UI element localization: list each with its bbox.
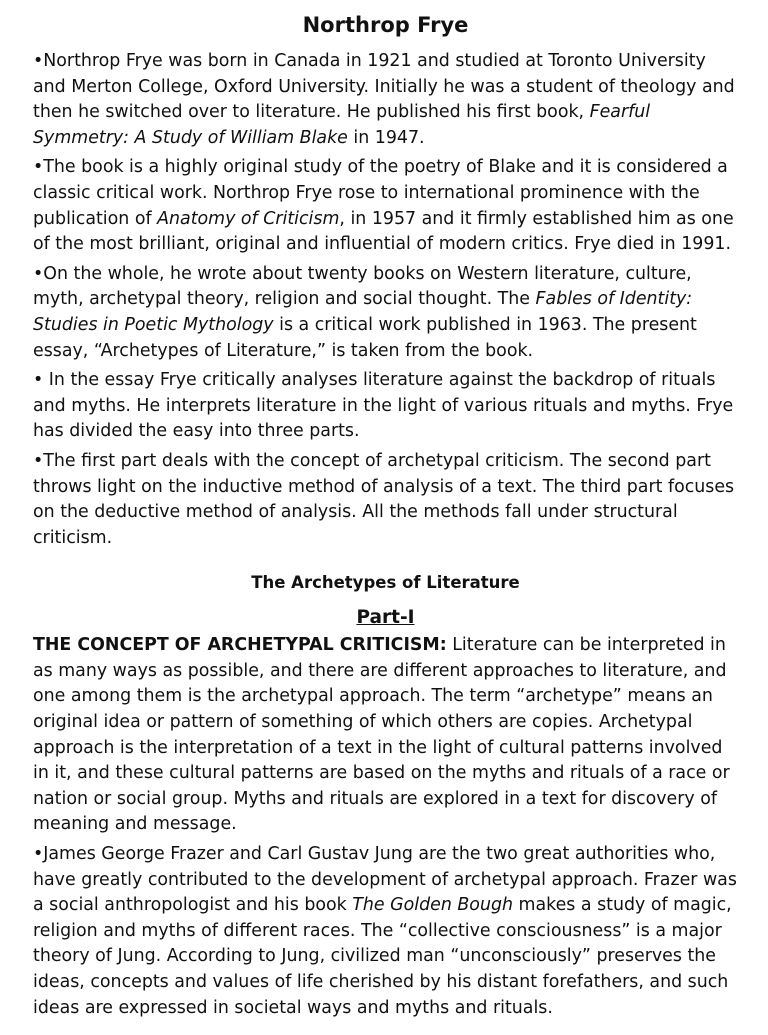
part1-paragraph-1 — [33, 633, 738, 838]
intro-paragraph-4 — [33, 368, 738, 445]
paragraph-text: The first part deals with the concept of archetypal criticism. The second part throws light on the inductive method of analysis of a text. The third part focuses on the deductive method of analysis. All the methods fall under structural criticism. — [33, 450, 735, 548]
intro-paragraph-2 — [33, 155, 738, 257]
bullet: • — [33, 263, 44, 284]
book-title: Fearful Symmetry: A Study of William Blake — [33, 102, 651, 148]
intro-paragraph-5 — [33, 449, 738, 551]
paragraph-text: is a critical work published in 1963. The present essay, “Archetypes of Literature,” is taken from the book. — [33, 314, 697, 361]
paragraph-text: in 1947. — [347, 127, 425, 148]
document-title: Northrop Frye — [302, 13, 469, 37]
bullet: • — [33, 157, 44, 178]
document-page — [0, 11, 768, 1035]
concept-heading: THE CONCEPT OF ARCHETYPAL CRITICISM: — [33, 635, 447, 656]
paragraph-text: In the essay Frye critically analyses literature against the backdrop of rituals and myths. He interprets literature in the light of various rituals and myths. Frye has divided the easy into three parts. — [33, 370, 734, 442]
part1-paragraph-2 — [33, 842, 738, 1021]
book-title: Anatomy of Criticism — [157, 208, 340, 229]
paragraph-text: Northrop Frye was born in Canada in 1921 and studied at Toronto University and Merton College, Oxford University. Initially he was a student of theology and then he switched over to literature. He published his first book, — [33, 51, 735, 123]
bullet: • — [33, 51, 44, 71]
section-heading: The Archetypes of Literature — [251, 573, 520, 593]
paragraph-text: Literature can be interpreted in as many ways as possible, and there are different approaches to literature, and one among them is the archetypal approach. The term “archetype” means an original idea or pattern of something of which others are copies. Archetypal approach is the interpretation of a text in the light of cultural patterns involved in it, and these cultural patterns are based on the myths and rituals of a race or nation or social group. Myths and rituals are explored in a text for discovery of meaning and message. — [33, 635, 730, 835]
part-heading: Part-I — [356, 607, 415, 629]
paragraph-text: On the whole, he wrote about twenty books on Western literature, culture, myth, archetypal theory, religion and social thought. The — [33, 263, 692, 310]
intro-paragraph-1 — [33, 49, 738, 151]
paragraph-text: The book is a highly original study of the poetry of Blake and it is considered a classic critical work. Northrop Frye rose to international prominence with the publication of — [33, 157, 728, 229]
paragraph-text: makes a study of magic, religion and myths of different races. The “collective consciousness” is a major theory of Jung. According to Jung, civilized man “unconsciously” preserves the ideas, concepts and values of life cherished by his distant forefathers, and such ideas are expressed in societal ways and myths and rituals. — [33, 895, 732, 1018]
bullet: • — [33, 450, 44, 471]
book-title: Fables of Identity: Studies in Poetic Mythology — [33, 289, 693, 335]
intro-paragraph-3 — [33, 262, 738, 364]
paragraph-text: James George Frazer and Carl Gustav Jung are the two great authorities who, have greatly contributed to the development of archetypal approach. Frazer was a social anthropologist and his book — [33, 844, 737, 916]
bullet: • — [33, 844, 44, 865]
book-title: The Golden Bough — [352, 895, 514, 916]
paragraph-text: , in 1957 and it firmly established him as one of the most brilliant, original and influential of modern critics. Frye died in 1991. — [33, 208, 734, 255]
bullet: • — [33, 370, 44, 391]
